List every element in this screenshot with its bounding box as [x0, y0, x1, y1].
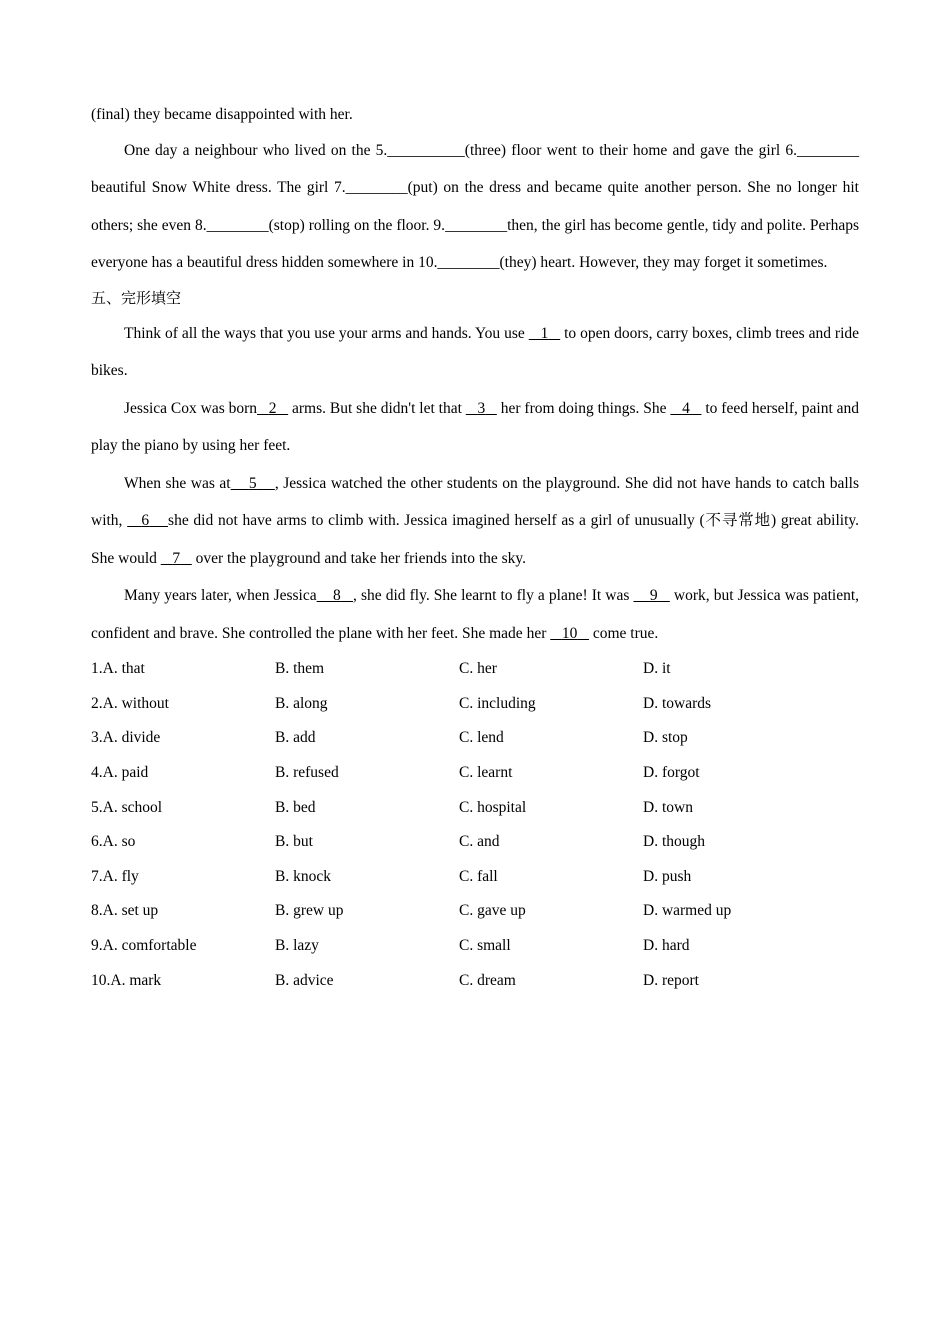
text-run: (stop) rolling on the floor. 9. — [268, 216, 446, 234]
option-a: 8.A. set up — [91, 902, 159, 920]
text-run: , Jessica watched the other students on the playground. She did not have hands to catch balls with, — [91, 474, 860, 529]
option-b: B. lazy — [275, 937, 319, 955]
option-c: C. learnt — [459, 764, 513, 782]
option-row — [91, 825, 859, 860]
text-run: work, but Jessica was patient, confident and brave. She controlled the plane with her feet. She made her — [91, 587, 860, 642]
option-c: C. small — [459, 937, 511, 955]
option-a: 9.A. comfortable — [91, 937, 197, 955]
option-d: D. town — [643, 798, 693, 816]
option-a: 1.A. that — [91, 660, 145, 678]
cloze-blank-1: 1 — [540, 324, 549, 342]
cloze-paragraph-1 — [91, 315, 859, 390]
option-b: B. refused — [275, 764, 339, 782]
option-a: 4.A. paid — [91, 764, 149, 782]
option-c: C. including — [459, 694, 536, 712]
cloze-paragraph-2 — [91, 390, 859, 465]
cloze-blank-4: 4 — [682, 399, 690, 417]
option-row — [91, 721, 859, 756]
blank-10: ________ — [437, 254, 500, 271]
option-d: D. though — [643, 833, 705, 851]
option-d: D. warmed up — [643, 902, 732, 920]
text-run: Many years later, when Jessica — [124, 587, 317, 604]
text-run: she did not have arms to climb with. Jessica imagined herself as a girl of unusually (不寻常地) great ability. She would — [91, 512, 860, 567]
passage-paragraph — [91, 132, 859, 282]
cloze-blank-5: 5 — [248, 474, 257, 492]
option-b: B. along — [275, 694, 328, 712]
option-a: 7.A. fly — [91, 867, 139, 885]
text-run: , she did fly. She learnt to fly a plane! It was — [353, 587, 634, 604]
option-a: 5.A. school — [91, 798, 163, 816]
text-run: to open doors, carry boxes, climb trees and ride bikes. — [91, 324, 860, 379]
option-d: D. report — [643, 971, 699, 989]
text-run: When she was at — [124, 474, 231, 492]
option-c: C. and — [459, 833, 500, 851]
option-c: C. lend — [459, 729, 504, 747]
cloze-blank-3: 3 — [477, 399, 486, 417]
option-b: B. but — [275, 833, 313, 851]
option-c: C. fall — [459, 867, 498, 885]
cloze-blank-8: 8 — [332, 587, 341, 604]
text-run: to feed herself, paint and play the piano by using her feet. — [91, 399, 860, 454]
option-row — [91, 652, 859, 687]
blank-7: ________ — [345, 179, 408, 196]
option-row — [91, 756, 859, 791]
option-d: D. hard — [643, 937, 690, 955]
option-d: D. push — [643, 867, 692, 885]
option-row — [91, 929, 859, 964]
cloze-blank-10: 10 — [561, 624, 578, 642]
option-d: D. forgot — [643, 764, 700, 782]
option-a: 3.A. divide — [91, 729, 161, 747]
cloze-blank-7: 7 — [172, 549, 181, 567]
cloze-paragraph-3 — [91, 465, 859, 578]
cloze-paragraph-4 — [91, 577, 859, 652]
options-list — [91, 652, 859, 998]
option-b: B. advice — [275, 971, 334, 989]
option-c: C. hospital — [459, 798, 527, 816]
option-b: B. bed — [275, 798, 316, 816]
section-heading: 五、完形填空 — [91, 288, 182, 307]
option-d: D. it — [643, 660, 671, 678]
option-c: C. dream — [459, 971, 516, 989]
text-run: (put) on the dress and became quite another person. She no longer hit others; she even 8. — [91, 179, 859, 234]
option-b: B. add — [275, 729, 316, 747]
option-c: C. gave up — [459, 902, 526, 920]
text-run: arms. But she didn't let that — [288, 399, 466, 417]
document-page — [91, 96, 859, 998]
text-run: Think of all the ways that you use your arms and hands. You use — [124, 324, 529, 342]
text-run: beautiful Snow White dress. The girl 7. — [91, 179, 346, 196]
option-b: B. grew up — [275, 902, 344, 920]
option-b: B. knock — [275, 867, 331, 885]
passage-line: (final) they became disappointed with her. — [91, 106, 353, 123]
text-run: (they) heart. However, they may forget it sometimes. — [499, 254, 828, 271]
option-row — [91, 790, 859, 825]
text-run: One day a neighbour who lived on the 5. — [124, 141, 388, 159]
blank-8: ________ — [206, 216, 269, 234]
cloze-blank-2: 2 — [268, 399, 277, 417]
blank-6: ________ — [797, 141, 859, 159]
option-row — [91, 894, 859, 929]
option-row — [91, 963, 859, 998]
text-run: over the playground and take her friends into the sky. — [191, 549, 527, 567]
option-a: 2.A. without — [91, 694, 169, 712]
option-a: 6.A. so — [91, 833, 136, 851]
option-c: C. her — [459, 660, 497, 678]
option-d: D. towards — [643, 694, 712, 712]
option-row — [91, 860, 859, 895]
text-run: come true. — [588, 624, 659, 642]
text-run: her from doing things. She — [496, 399, 671, 417]
text-run: Jessica Cox was born — [124, 399, 258, 417]
text-run: then, the girl has become gentle, tidy and polite. Perhaps everyone has a beautiful dress hidden somewhere in 10. — [91, 216, 859, 271]
cloze-blank-6: 6 — [141, 512, 150, 529]
option-d: D. stop — [643, 729, 688, 747]
option-row — [91, 687, 859, 722]
cloze-blank-9: 9 — [649, 587, 658, 604]
option-b: B. them — [275, 660, 325, 678]
option-a: 10.A. mark — [91, 971, 162, 989]
blank-9: ________ — [445, 216, 508, 234]
blank-5: __________ — [387, 141, 465, 159]
text-run: (three) floor went to their home and gave the girl 6. — [464, 141, 797, 159]
